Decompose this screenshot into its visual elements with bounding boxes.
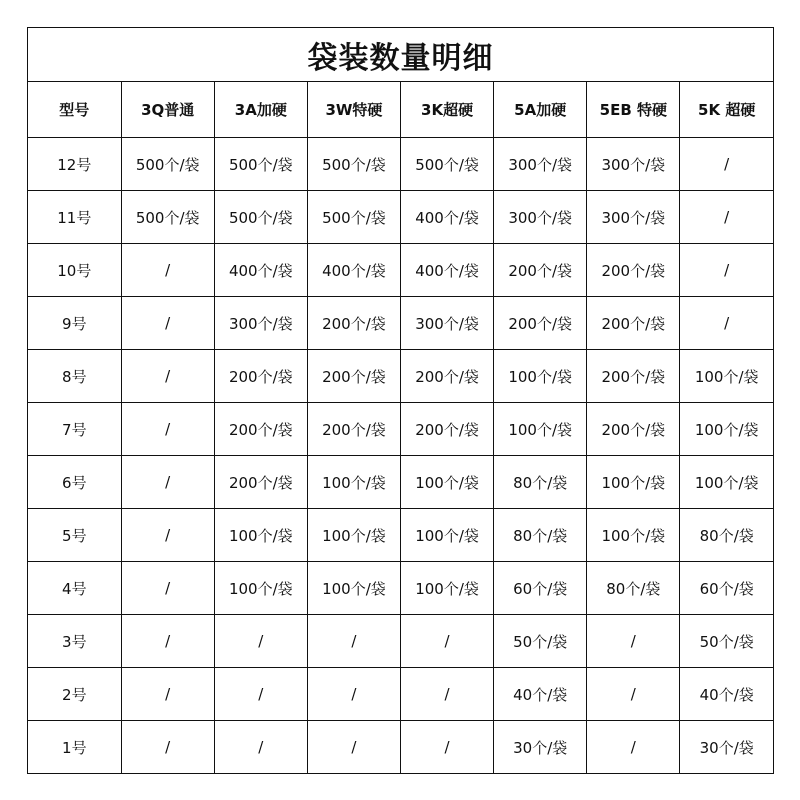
table-body (28, 138, 773, 774)
header-3k: 3K超硬 (401, 82, 494, 138)
header-5eb: 5EB 特硬 (587, 82, 680, 138)
table-row (28, 403, 773, 456)
quantity-cell: / (121, 244, 214, 297)
quantity-cell: 100个/袋 (587, 509, 680, 562)
quantity-cell: 100个/袋 (680, 403, 773, 456)
quantity-cell: 200个/袋 (587, 350, 680, 403)
row-model-cell: 8号 (28, 350, 121, 403)
table-row (28, 509, 773, 562)
header-5k: 5K 超硬 (680, 82, 773, 138)
quantity-cell: 200个/袋 (494, 244, 587, 297)
quantity-cell: 500个/袋 (401, 138, 494, 191)
quantity-cell: / (121, 615, 214, 668)
quantity-cell: 100个/袋 (307, 509, 400, 562)
table-row (28, 562, 773, 615)
quantity-cell: 400个/袋 (214, 244, 307, 297)
table-row (28, 297, 773, 350)
quantity-cell: 100个/袋 (401, 456, 494, 509)
table-row (28, 244, 773, 297)
row-model-cell: 11号 (28, 191, 121, 244)
quantity-cell: 100个/袋 (680, 456, 773, 509)
quantity-cell: / (680, 297, 773, 350)
row-model-cell: 4号 (28, 562, 121, 615)
quantity-cell: 500个/袋 (307, 191, 400, 244)
quantity-cell: 300个/袋 (587, 191, 680, 244)
quantity-cell: / (307, 615, 400, 668)
quantity-cell: / (121, 403, 214, 456)
table-row (28, 668, 773, 721)
quantity-cell: / (680, 191, 773, 244)
quantity-cell: 200个/袋 (214, 403, 307, 456)
quantity-cell: / (307, 721, 400, 774)
quantity-cell: 100个/袋 (494, 403, 587, 456)
quantity-cell: 100个/袋 (307, 562, 400, 615)
quantity-cell: 500个/袋 (121, 191, 214, 244)
quantity-cell: 200个/袋 (587, 403, 680, 456)
quantity-cell: 300个/袋 (587, 138, 680, 191)
quantity-cell: / (121, 668, 214, 721)
table-row (28, 350, 773, 403)
quantity-cell: / (587, 668, 680, 721)
row-model-cell: 2号 (28, 668, 121, 721)
quantity-cell: 300个/袋 (494, 191, 587, 244)
quantity-cell: 30个/袋 (494, 721, 587, 774)
row-model-cell: 7号 (28, 403, 121, 456)
quantity-cell: / (587, 615, 680, 668)
quantity-cell: 60个/袋 (494, 562, 587, 615)
quantity-cell: 200个/袋 (494, 297, 587, 350)
quantity-cell: 200个/袋 (401, 350, 494, 403)
quantity-cell: 100个/袋 (680, 350, 773, 403)
quantity-cell: / (214, 668, 307, 721)
quantity-cell: 400个/袋 (401, 244, 494, 297)
quantity-cell: 100个/袋 (214, 562, 307, 615)
quantity-cell: / (680, 244, 773, 297)
quantity-cell: 300个/袋 (401, 297, 494, 350)
quantity-cell: / (680, 138, 773, 191)
quantity-cell: 400个/袋 (307, 244, 400, 297)
quantity-cell: 100个/袋 (214, 509, 307, 562)
header-model: 型号 (28, 82, 121, 138)
header-3q: 3Q普通 (121, 82, 214, 138)
quantity-cell: 30个/袋 (680, 721, 773, 774)
quantity-cell: 200个/袋 (307, 403, 400, 456)
quantity-cell: / (121, 297, 214, 350)
quantity-cell: 200个/袋 (214, 456, 307, 509)
quantity-cell: 500个/袋 (121, 138, 214, 191)
quantity-cell: / (121, 350, 214, 403)
header-3a: 3A加硬 (214, 82, 307, 138)
quantity-cell: 300个/袋 (214, 297, 307, 350)
quantity-cell: 100个/袋 (494, 350, 587, 403)
header-row (28, 82, 773, 138)
quantity-cell: / (121, 509, 214, 562)
table-row (28, 615, 773, 668)
quantity-cell: 200个/袋 (401, 403, 494, 456)
quantity-cell: 80个/袋 (494, 456, 587, 509)
table-row (28, 191, 773, 244)
quantity-cell: 500个/袋 (307, 138, 400, 191)
quantity-cell: / (401, 668, 494, 721)
quantity-cell: 40个/袋 (494, 668, 587, 721)
quantity-cell: 80个/袋 (587, 562, 680, 615)
quantity-cell: 500个/袋 (214, 191, 307, 244)
quantity-cell: 80个/袋 (494, 509, 587, 562)
row-model-cell: 1号 (28, 721, 121, 774)
quantity-cell: 200个/袋 (307, 350, 400, 403)
row-model-cell: 6号 (28, 456, 121, 509)
quantity-cell: 400个/袋 (401, 191, 494, 244)
quantity-cell: 100个/袋 (307, 456, 400, 509)
quantity-cell: / (121, 456, 214, 509)
quantity-cell: 300个/袋 (494, 138, 587, 191)
quantity-cell: / (121, 562, 214, 615)
quantity-table (27, 27, 774, 774)
table-row (28, 138, 773, 191)
table-row (28, 456, 773, 509)
quantity-cell: / (214, 615, 307, 668)
table-row (28, 721, 773, 774)
quantity-grid (28, 82, 773, 773)
quantity-cell: / (121, 721, 214, 774)
header-3w: 3W特硬 (307, 82, 400, 138)
quantity-cell: 40个/袋 (680, 668, 773, 721)
header-5a: 5A加硬 (494, 82, 587, 138)
row-model-cell: 3号 (28, 615, 121, 668)
quantity-cell: 200个/袋 (587, 297, 680, 350)
quantity-cell: / (401, 721, 494, 774)
quantity-cell: / (214, 721, 307, 774)
quantity-cell: 50个/袋 (680, 615, 773, 668)
quantity-cell: 100个/袋 (587, 456, 680, 509)
row-model-cell: 12号 (28, 138, 121, 191)
quantity-cell: / (307, 668, 400, 721)
quantity-cell: / (587, 721, 680, 774)
quantity-cell: 80个/袋 (680, 509, 773, 562)
quantity-cell: 60个/袋 (680, 562, 773, 615)
quantity-cell: 500个/袋 (214, 138, 307, 191)
quantity-cell: 50个/袋 (494, 615, 587, 668)
quantity-cell: 100个/袋 (401, 509, 494, 562)
quantity-cell: 200个/袋 (307, 297, 400, 350)
row-model-cell: 5号 (28, 509, 121, 562)
row-model-cell: 9号 (28, 297, 121, 350)
quantity-cell: / (401, 615, 494, 668)
quantity-cell: 200个/袋 (587, 244, 680, 297)
quantity-cell: 100个/袋 (401, 562, 494, 615)
quantity-cell: 200个/袋 (214, 350, 307, 403)
row-model-cell: 10号 (28, 244, 121, 297)
table-title: 袋装数量明细 (28, 28, 773, 82)
